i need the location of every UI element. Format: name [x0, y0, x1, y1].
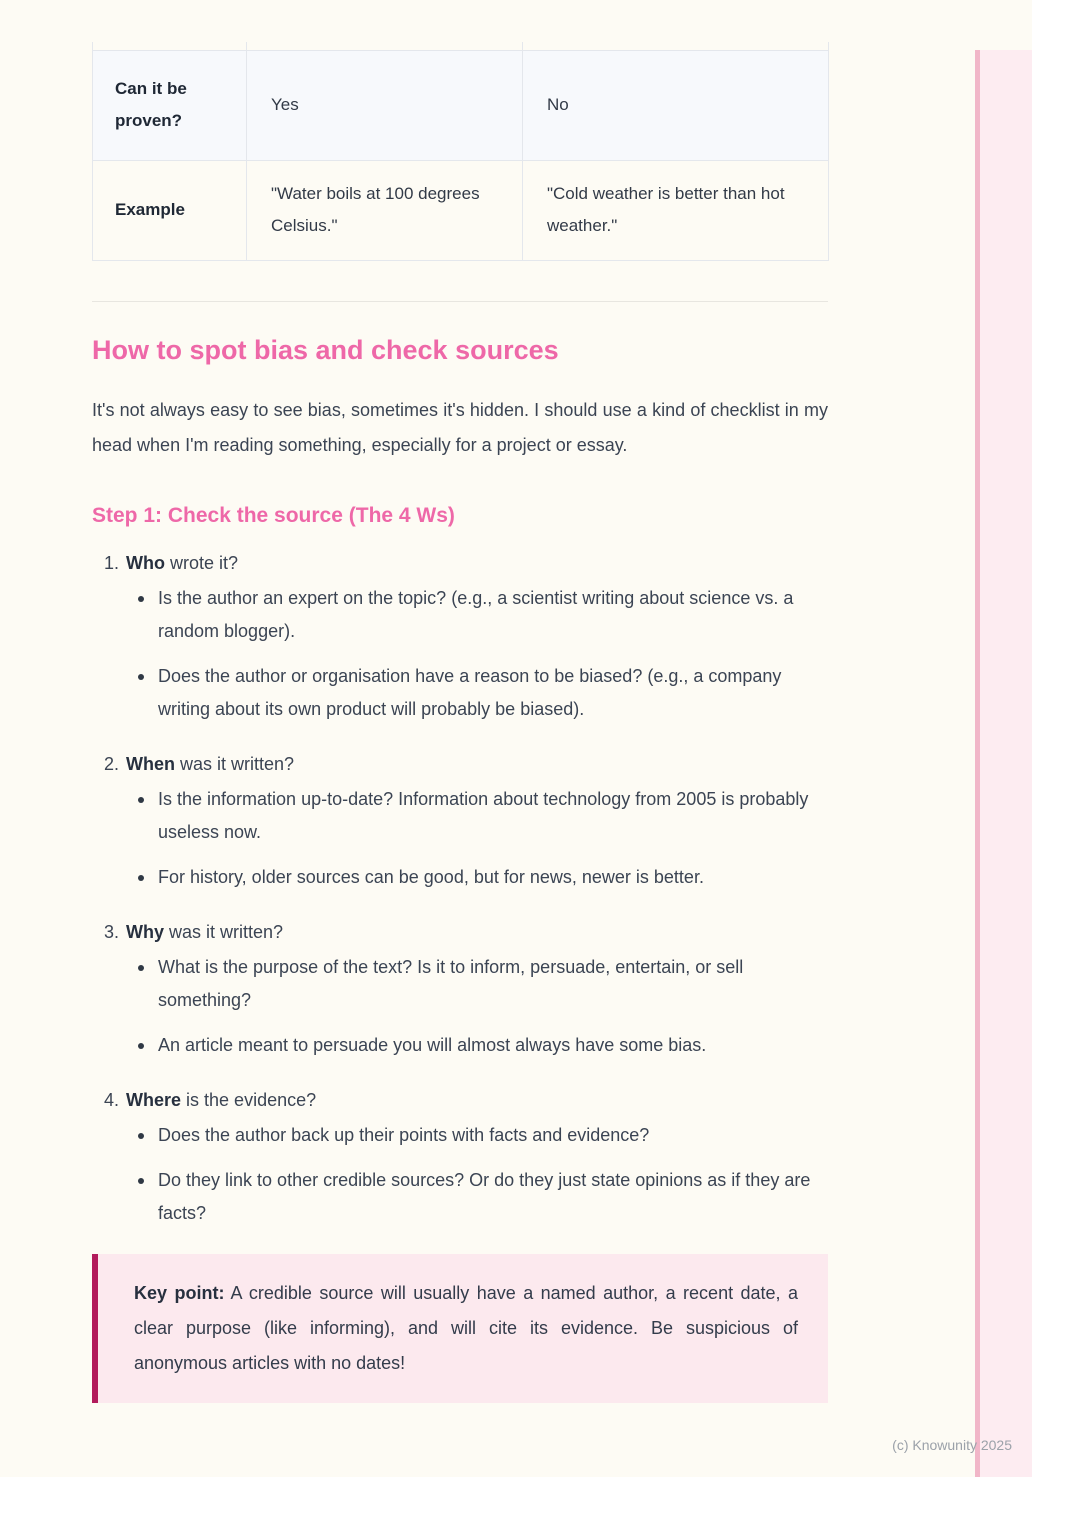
sub-bullets [104, 951, 828, 1062]
page-accent-line [975, 50, 980, 1477]
bullet-item [138, 1164, 828, 1230]
item-number: 3. [104, 921, 120, 942]
copyright-note: (c) Knowunity 2025 [892, 1437, 1012, 1453]
bullet-text: Do they link to other credible sources? Or do they just state opinions as if they are facts? [158, 1169, 811, 1223]
table-cell [247, 42, 523, 50]
bullet-text: Is the information up-to-date? Information about technology from 2005 is probably useless now. [158, 788, 809, 842]
table-row [93, 160, 829, 260]
bullet-item [138, 783, 828, 849]
checklist-item-heading [104, 1084, 828, 1117]
bullet-dot-icon [138, 875, 144, 881]
note-content [92, 42, 828, 1403]
table-row-header: Example [93, 160, 247, 260]
bullet-dot-icon [138, 1133, 144, 1139]
table-cell-fact: Yes [247, 50, 523, 160]
bullet-text: Does the author back up their points with facts and evidence? [158, 1124, 650, 1145]
item-number: 2. [104, 753, 120, 774]
bullet-dot-icon [138, 674, 144, 680]
checklist-item-heading [104, 916, 828, 949]
sub-bullets [104, 582, 828, 726]
checklist-item-where [104, 1084, 828, 1230]
table-row-header: Can it be proven? [93, 50, 247, 160]
checklist-item-heading [104, 748, 828, 781]
item-question: was it written? [180, 753, 295, 774]
section-divider [92, 301, 828, 302]
bullet-item [138, 1029, 828, 1062]
bullet-text: For history, older sources can be good, but for news, newer is better. [158, 866, 704, 887]
bullet-item [138, 660, 828, 726]
sub-bullets [104, 783, 828, 894]
item-question: is the evidence? [186, 1089, 317, 1110]
item-number: 1. [104, 552, 120, 573]
bullet-text: An article meant to persuade you will almost always have some bias. [158, 1034, 707, 1055]
intro-paragraph: It's not always easy to see bias, sometimes it's hidden. I should use a kind of checklist in my head when I'm reading something, especially for a project or essay. [92, 399, 828, 455]
bullet-dot-icon [138, 965, 144, 971]
bullet-text: Does the author or organisation have a reason to be biased? (e.g., a company writing about its own product will probably be biased). [158, 665, 782, 719]
item-keyword: Who [126, 552, 165, 573]
table-cell-opinion: No [523, 50, 829, 160]
key-point-text: A credible source will usually have a named author, a recent date, a clear purpose (like informing), and will cite its evidence. Be suspicious of anonymous articles with no dates! [134, 1282, 798, 1373]
sub-bullets [104, 1119, 828, 1230]
item-number: 4. [104, 1089, 120, 1110]
bullet-item [138, 1119, 828, 1152]
checklist-item-who [104, 547, 828, 726]
bullet-text: What is the purpose of the text? Is it to inform, persuade, entertain, or sell something? [158, 956, 744, 1010]
bullet-dot-icon [138, 1043, 144, 1049]
table-cell-opinion: "Cold weather is better than hot weather." [523, 160, 829, 260]
item-question: wrote it? [170, 552, 239, 573]
table-cell-fact: "Water boils at 100 degrees Celsius." [247, 160, 523, 260]
section-title: How to spot bias and check sources [92, 334, 559, 365]
key-point-label: Key point: [134, 1282, 225, 1303]
table-cell [93, 42, 247, 50]
bullet-dot-icon [138, 1178, 144, 1184]
item-question: was it written? [169, 921, 284, 942]
table-cell [523, 42, 829, 50]
bullet-item [138, 951, 828, 1017]
checklist-item-when [104, 748, 828, 894]
bullet-text: Is the author an expert on the topic? (e.g., a scientist writing about science vs. a random blogger). [158, 587, 794, 641]
item-keyword: When [126, 753, 176, 774]
table-row [93, 50, 829, 160]
page-accent-panel [980, 50, 1032, 1477]
bullet-item [138, 861, 828, 894]
bullet-dot-icon [138, 596, 144, 602]
bullet-item [138, 582, 828, 648]
checklist-item-heading [104, 547, 828, 580]
fact-opinion-table [92, 42, 829, 261]
key-point-callout [92, 1254, 828, 1403]
source-checklist [92, 547, 828, 1230]
checklist-item-why [104, 916, 828, 1062]
bullet-dot-icon [138, 797, 144, 803]
table-row-cutoff [93, 42, 829, 50]
step-title: Step 1: Check the source (The 4 Ws) [92, 503, 455, 527]
item-keyword: Where [126, 1089, 182, 1110]
item-keyword: Why [126, 921, 165, 942]
